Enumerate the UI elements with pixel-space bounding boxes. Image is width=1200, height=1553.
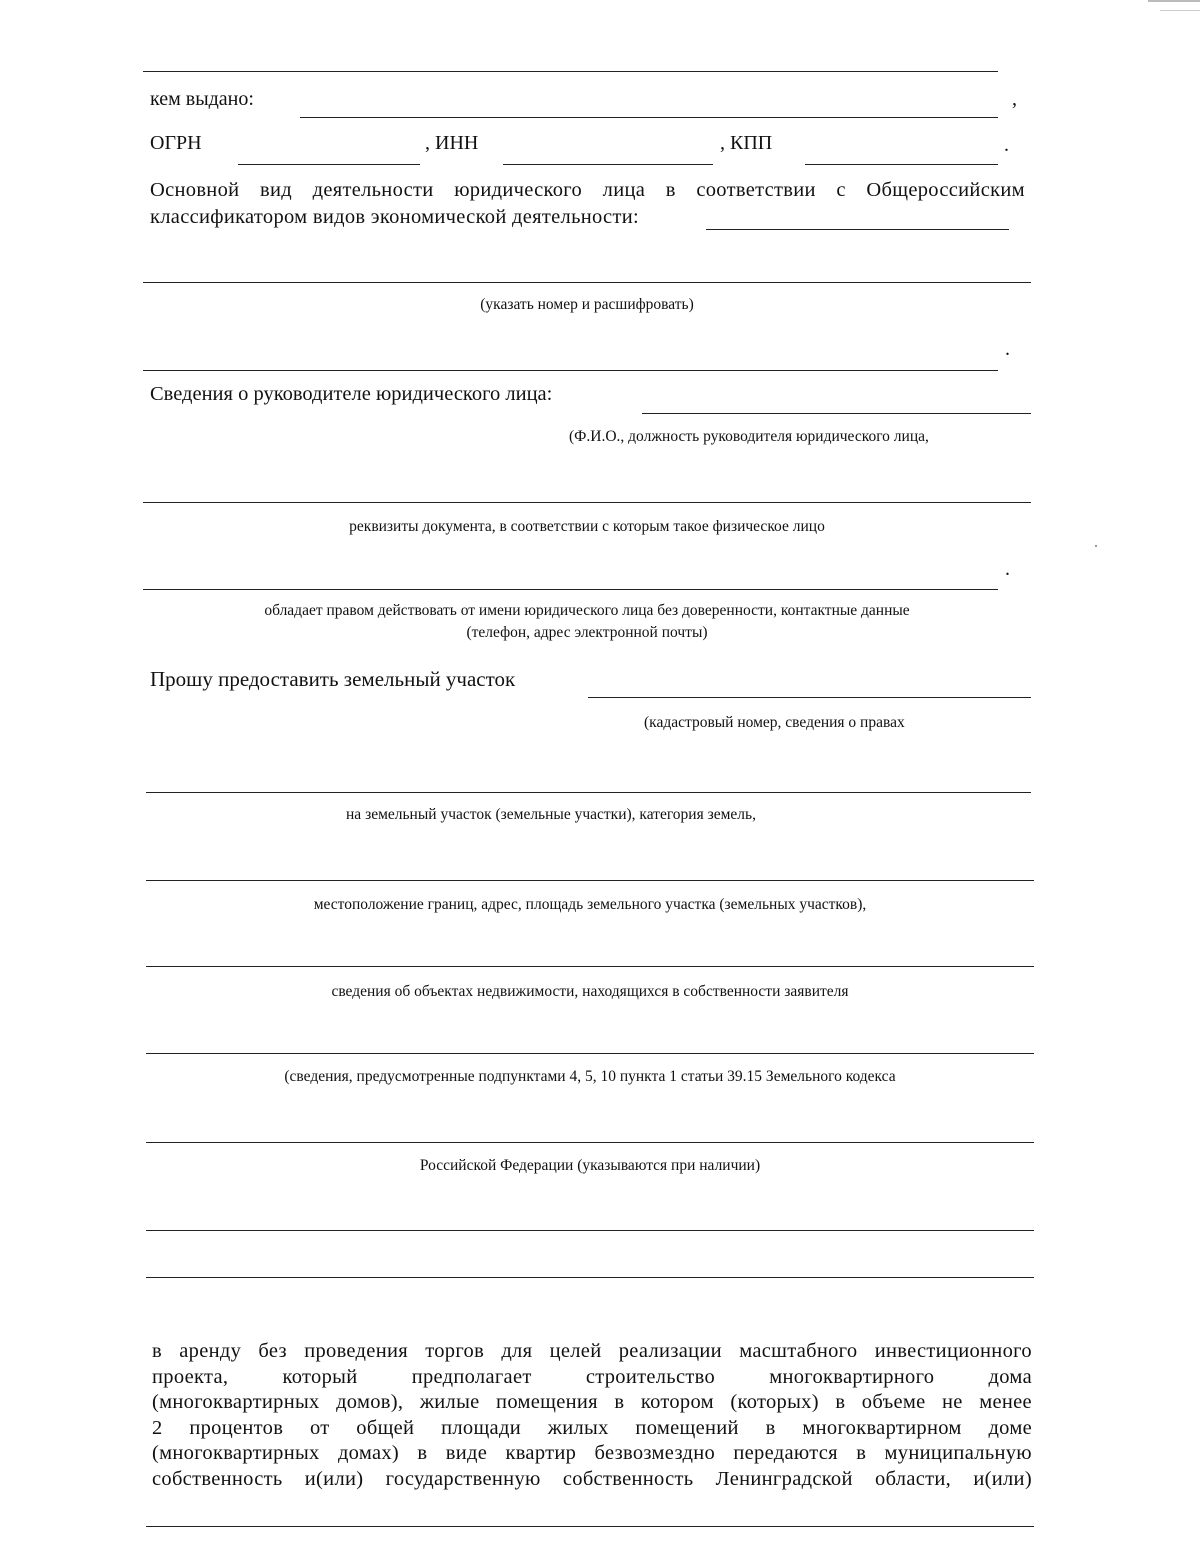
request-hint-3: местоположение границ, адрес, площадь земельного участка (земельных участков), [313, 896, 867, 913]
request-field-1[interactable] [588, 697, 1031, 698]
scan-speck [1095, 545, 1097, 547]
request-field-7[interactable] [146, 1230, 1034, 1231]
purpose-line: 2 процентов от общей площади жилых помещений в многоквартирном доме [152, 1416, 1032, 1439]
director-hint-3: обладает правом действовать от имени юридического лица без доверенности, контактные данные [264, 602, 910, 619]
inn-field[interactable] [503, 164, 713, 165]
activity-field-3[interactable] [143, 370, 998, 371]
issued-by-comma: , [1012, 88, 1017, 110]
request-field-3[interactable] [146, 880, 1034, 881]
request-field-6[interactable] [146, 1142, 1034, 1143]
request-hint-4: сведения об объектах недвижимости, находящихся в собственности заявителя [331, 983, 849, 1000]
purpose-line: (многоквартирных домов), жилые помещения в котором (которых) в объеме не менее [152, 1391, 1032, 1413]
director-hint-4: (телефон, адрес электронной почты) [466, 624, 708, 641]
activity-line-1: Основной вид деятельности юридического лица в соответствии с Общероссийским [150, 179, 1025, 201]
blank-line-top[interactable] [143, 71, 998, 72]
issued-by-label: кем выдано: [150, 88, 254, 110]
ogrn-label: ОГРН [150, 132, 202, 154]
activity-hint: (указать номер и расшифровать) [480, 296, 694, 313]
purpose-paragraph [152, 1339, 1032, 1492]
request-field-5[interactable] [146, 1053, 1034, 1054]
kpp-period: . [1004, 134, 1009, 156]
request-field-4[interactable] [146, 966, 1034, 967]
director-field-3[interactable] [143, 589, 998, 590]
activity-field-2[interactable] [143, 282, 1031, 283]
purpose-line: собственность и(или) государственную собственность Ленинградской области, и(или) [152, 1467, 1032, 1490]
activity-text [150, 178, 1025, 204]
director-label: Сведения о руководителе юридического лица: [150, 383, 553, 405]
request-hint-6: Российской Федерации (указываются при наличии) [419, 1157, 761, 1174]
request-label: Прошу предоставить земельный участок [150, 667, 516, 691]
ogrn-field[interactable] [238, 164, 420, 165]
request-field-2[interactable] [146, 792, 1031, 793]
request-field-8[interactable] [146, 1277, 1034, 1278]
activity-line-2: классификатором видов экономической деятельности: [150, 206, 639, 228]
purpose-line: (многоквартирных домах) в виде квартир безвозмездно передаются в муниципальную [152, 1442, 1032, 1464]
director-hint-2: реквизиты документа, в соответствии с которым такое физическое лицо [349, 518, 825, 535]
director-field-2[interactable] [143, 502, 1031, 503]
director-hint-1: (Ф.И.О., должность руководителя юридического лица, [569, 428, 929, 445]
purpose-underline [146, 1526, 1034, 1527]
purpose-line: в аренду без проведения торгов для целей реализации масштабного инвестиционного [152, 1340, 1032, 1362]
kpp-label: , КПП [720, 132, 773, 154]
scan-speck [1160, 10, 1200, 11]
request-hint-1: (кадастровый номер, сведения о правах [644, 714, 905, 731]
purpose-line: проекта, который предполагает строительство многоквартирного дома [152, 1365, 1032, 1388]
inn-label: , ИНН [425, 132, 479, 154]
activity-period: . [1005, 338, 1010, 360]
kpp-field[interactable] [805, 164, 998, 165]
request-hint-5: (сведения, предусмотренные подпунктами 4, 5, 10 пункта 1 статьи 39.15 Земельного кодекса [284, 1068, 896, 1085]
request-hint-2: на земельный участок (земельные участки), категория земель, [346, 806, 756, 823]
issued-by-field[interactable] [300, 117, 998, 118]
activity-field-1[interactable] [706, 229, 1009, 230]
director-period: . [1005, 558, 1010, 580]
director-field-1[interactable] [642, 413, 1031, 414]
scan-speck [1148, 0, 1200, 2]
